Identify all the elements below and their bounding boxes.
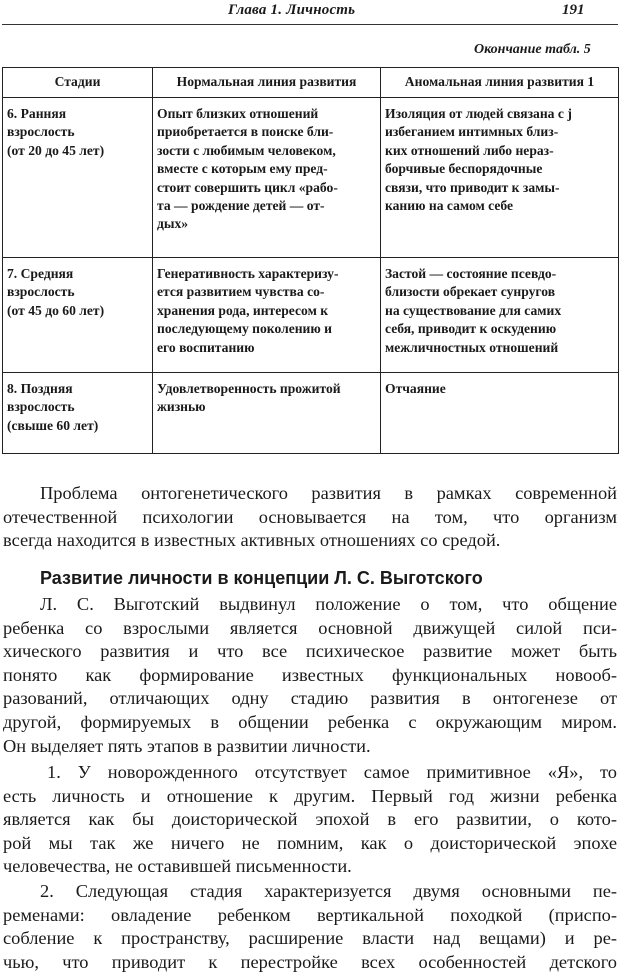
text-line: является как бы доисторической эпохой в его развитии, о кото- bbox=[3, 809, 617, 830]
cell-line: зости с любимым человеком, bbox=[157, 142, 336, 158]
text-line: человечества, не оставившей письменности. bbox=[3, 856, 352, 877]
chapter-title: Глава 1. Личность bbox=[228, 2, 356, 18]
text-line: есть личность и отношение к другим. Первый год жизни ребенка bbox=[3, 785, 617, 806]
abnormal-cell bbox=[381, 258, 619, 373]
text-line: Л. С. Выготский выдвинул положение о том, что общение bbox=[40, 594, 617, 614]
cell-line: Опыт близких отношений bbox=[157, 106, 319, 121]
cell-line: Застой — состояние псевдо- bbox=[385, 266, 557, 281]
text-line: собление к пространству, расширение власти над вещами) и ре- bbox=[3, 928, 617, 949]
text-line: хического развития и что все психическое развитие может быть bbox=[3, 641, 617, 662]
cell-line: последующему поколению и bbox=[157, 321, 333, 337]
table-row bbox=[3, 373, 619, 454]
cell-line: ется развитием чувства со- bbox=[157, 284, 325, 300]
cell-line: 8. Поздняя bbox=[7, 381, 73, 396]
table-header-row bbox=[3, 68, 619, 98]
text-line: Проблема онтогенетического развития в рамках современной bbox=[40, 483, 617, 503]
text-line: ременами: овладение ребенком вертикальной походкой (приспо- bbox=[3, 904, 617, 925]
cell-line: близости обрекает сунругов bbox=[385, 284, 556, 300]
running-head bbox=[0, 0, 620, 24]
cell-line: связи, что приводит к замы- bbox=[385, 179, 560, 195]
stage-cell bbox=[3, 373, 153, 454]
cell-line: Изоляция от людей связана с j bbox=[385, 106, 572, 121]
text-line: рой мы так же ничего не помним, как о доисторической эпохе bbox=[3, 832, 617, 853]
text-line: ребенка со взрослыми является основной движущей силой пси- bbox=[3, 617, 617, 638]
text-line: всегда находится в известных активных отношениях со средой. bbox=[3, 530, 501, 551]
cell-line: межличностных отношений bbox=[385, 339, 559, 355]
cell-line: Отчаяние bbox=[385, 381, 446, 396]
cell-line: на существование для самих bbox=[385, 302, 562, 318]
cell-line: себя, приводит к оскудению bbox=[385, 321, 557, 337]
abnormal-cell bbox=[381, 373, 619, 454]
cell-line: взрослость bbox=[7, 124, 75, 140]
text-line: 2. Следующая стадия характеризуется двумя основными пе- bbox=[40, 881, 617, 901]
cell-line: (от 20 до 45 лет) bbox=[7, 142, 105, 158]
header-normal-line: Нормальная линия развития bbox=[153, 68, 381, 98]
cell-line: жизнью bbox=[157, 399, 206, 415]
cell-line: взрослость bbox=[7, 284, 75, 300]
cell-line: дых» bbox=[157, 216, 189, 232]
abnormal-cell bbox=[381, 98, 619, 258]
text-line: чью, что приводит к перестройке всех особенностей детского bbox=[3, 951, 617, 972]
cell-line: 6. Ранняя bbox=[7, 106, 67, 121]
cell-line: стоит совершить цикл «рабо- bbox=[157, 179, 338, 195]
cell-line: хранения рода, интересом к bbox=[157, 302, 329, 318]
text-line: Он выделяет пять этапов в развитии личности. bbox=[3, 735, 371, 756]
stage-cell bbox=[3, 258, 153, 373]
header-rule bbox=[2, 24, 618, 25]
cell-line: его воспитанию bbox=[157, 339, 255, 355]
cell-line: приобретается в поиске бли- bbox=[157, 124, 334, 140]
stages-table bbox=[2, 67, 619, 454]
stage-cell bbox=[3, 98, 153, 258]
cell-line: ких отношений либо нераз- bbox=[385, 142, 554, 158]
paragraph-stage-1 bbox=[3, 761, 617, 879]
header-stages: Стадии bbox=[3, 68, 153, 98]
text-line: разований, отличающих одну стадию развития в онтогенезе от bbox=[3, 688, 617, 709]
cell-line: борчивые беспорядочные bbox=[385, 161, 543, 177]
table-caption: Окончание табл. 5 bbox=[474, 42, 591, 57]
text-line: другой, формируемых в общении ребенка с окружающим миром. bbox=[3, 711, 617, 732]
normal-cell bbox=[153, 373, 381, 454]
paragraph-stage-2 bbox=[3, 880, 617, 974]
normal-cell bbox=[153, 258, 381, 373]
table-row bbox=[3, 258, 619, 373]
cell-line: избеганием интимных близ- bbox=[385, 124, 559, 140]
normal-cell bbox=[153, 98, 381, 258]
intro-paragraph bbox=[3, 482, 617, 553]
cell-line: канию на самом себе bbox=[385, 198, 514, 214]
page-number: 191 bbox=[562, 2, 585, 18]
table-row bbox=[3, 98, 619, 258]
cell-line: (свыше 60 лет) bbox=[7, 417, 99, 433]
cell-line: та — рождение детей — от- bbox=[157, 198, 325, 214]
text-line: отечественной психологии основывается на том, что организм bbox=[3, 506, 617, 527]
text-line: 1. У новорожденного отсутствует самое примитивное «Я», то bbox=[47, 762, 617, 782]
header-abnormal-line: Аномальная линия развития 1 bbox=[381, 68, 619, 98]
paragraph-vygotsky bbox=[3, 593, 617, 758]
cell-line: 7. Средняя bbox=[7, 266, 74, 281]
text-line: понято как формирование известных функциональных новооб- bbox=[3, 664, 617, 685]
cell-line: вместе с которым ему пред- bbox=[157, 161, 328, 177]
cell-line: Генеративность характеризу- bbox=[157, 266, 339, 281]
cell-line: (от 45 до 60 лет) bbox=[7, 302, 105, 318]
section-heading: Развитие личности в концепции Л. С. Выготского bbox=[40, 568, 483, 588]
cell-line: взрослость bbox=[7, 399, 75, 415]
cell-line: Удовлетворенность прожитой bbox=[157, 381, 341, 396]
